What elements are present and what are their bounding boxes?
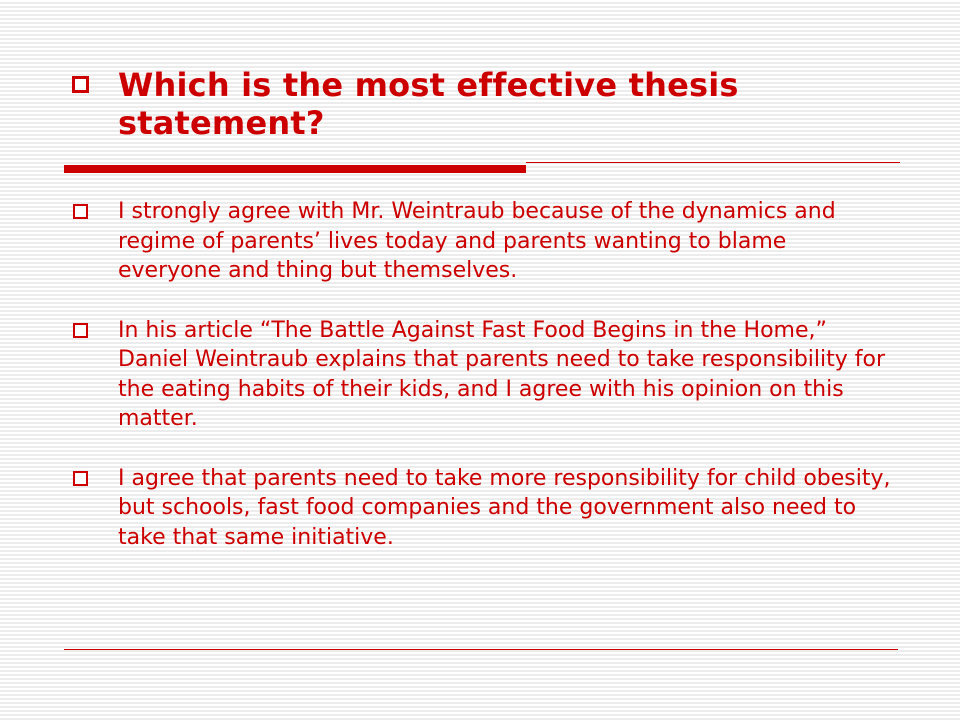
slide-title: Which is the most effective thesis statement?	[118, 66, 739, 142]
footer-divider-line	[64, 649, 898, 650]
bullet-item	[73, 464, 893, 553]
bullet-text: I agree that parents need to take more responsibility for child obesity, but schools, fast food companies and the government also need to take that same initiative.	[118, 465, 891, 550]
bullet-text: I strongly agree with Mr. Weintraub because of the dynamics and regime of parents’ lives today and parents wanting to blame everyone and thing but themselves.	[118, 199, 836, 283]
title-divider-line	[526, 162, 900, 163]
title-accent-bar	[64, 165, 526, 173]
square-bullet-icon	[73, 204, 88, 219]
square-bullet-icon	[72, 76, 89, 93]
bullet-item	[73, 316, 893, 434]
square-bullet-icon	[73, 323, 88, 338]
bullet-item	[73, 197, 893, 286]
square-bullet-icon	[73, 471, 88, 486]
title-row	[72, 66, 872, 142]
bullet-text: In his article “The Battle Against Fast Food Begins in the Home,” Daniel Weintraub explains that parents need to take responsibility for the eating habits of their kids, and I agree with his opinion on this matter.	[118, 317, 886, 431]
bullet-list	[73, 197, 893, 582]
